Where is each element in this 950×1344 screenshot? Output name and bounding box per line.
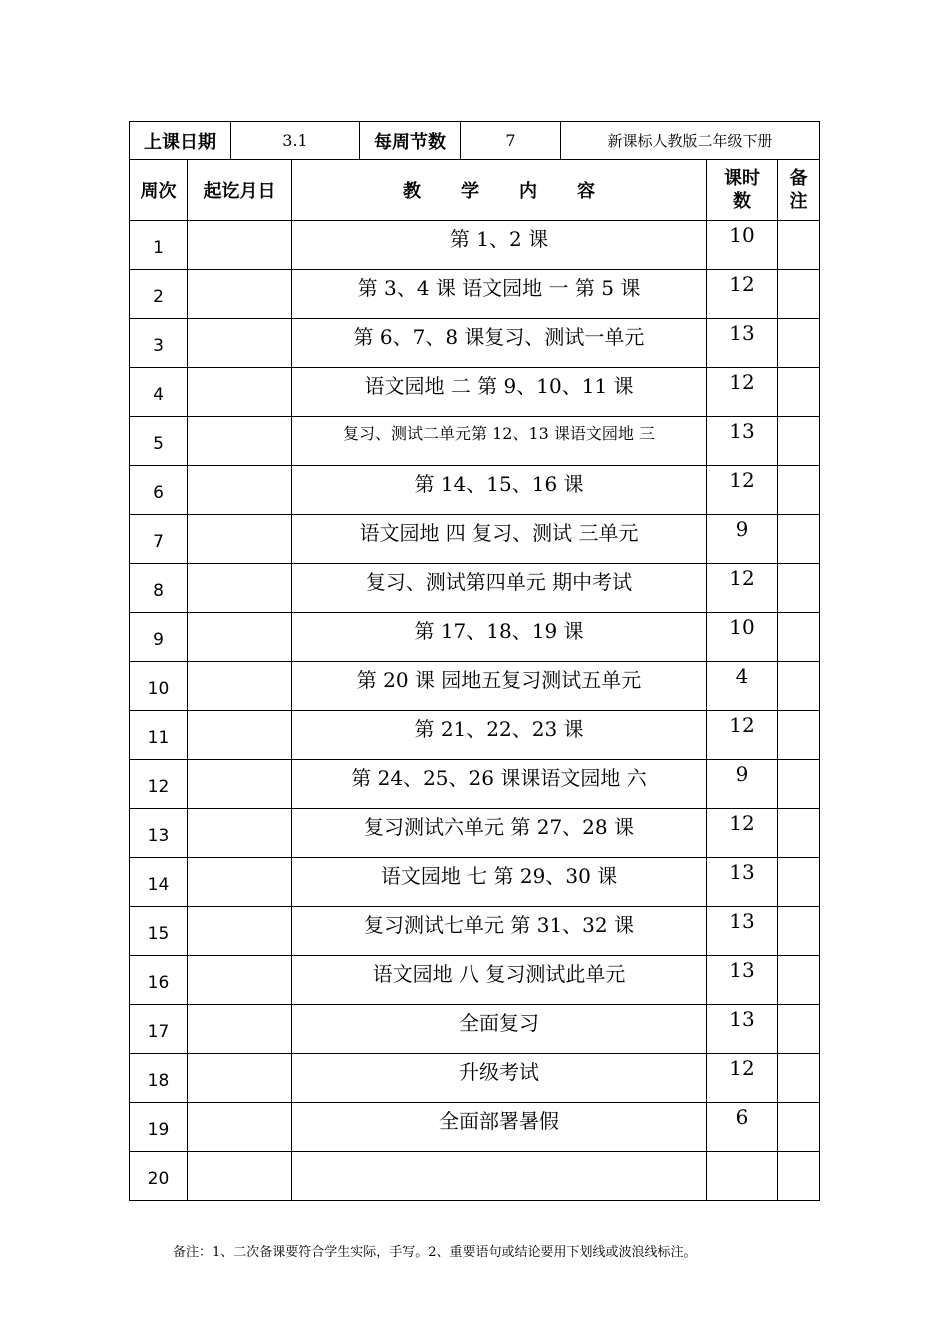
hours-cell: 9 (707, 515, 778, 564)
content-cell: 语文园地 七 第 29、30 课 (292, 858, 707, 907)
table-row (130, 466, 820, 515)
content-cell: 第 14、15、16 课 (292, 466, 707, 515)
content-cell: 第 3、4 课 语文园地 一 第 5 课 (292, 270, 707, 319)
week-cell: 4 (130, 368, 188, 417)
note-cell (778, 956, 820, 1005)
note-cell (778, 564, 820, 613)
hours-cell: 12 (707, 809, 778, 858)
table-row (130, 1054, 820, 1103)
column-header-hours-text: 课时 数 (724, 168, 760, 212)
dates-cell (188, 368, 292, 417)
week-cell: 16 (130, 956, 188, 1005)
dates-cell (188, 564, 292, 613)
week-cell: 2 (130, 270, 188, 319)
table-row (130, 809, 820, 858)
week-cell: 12 (130, 760, 188, 809)
table-row (130, 1103, 820, 1152)
dates-cell (188, 515, 292, 564)
hours-cell: 13 (707, 319, 778, 368)
content-cell: 复习、测试第四单元 期中考试 (292, 564, 707, 613)
week-cell: 14 (130, 858, 188, 907)
note-cell (778, 515, 820, 564)
footnote: 备注：1、二次备课要符合学生实际，手写。2、重要语句或结论要用下划线或波浪线标注。 (173, 1245, 697, 1260)
dates-cell (188, 760, 292, 809)
note-cell (778, 1103, 820, 1152)
hours-cell: 12 (707, 1054, 778, 1103)
dates-cell (188, 711, 292, 760)
column-header-content: 教学内容 (292, 160, 707, 221)
note-cell (778, 1054, 820, 1103)
note-cell (778, 858, 820, 907)
note-cell (778, 466, 820, 515)
content-cell: 全面复习 (292, 1005, 707, 1054)
content-cell: 升级考试 (292, 1054, 707, 1103)
note-cell (778, 221, 820, 270)
dates-cell (188, 858, 292, 907)
table-row (130, 515, 820, 564)
week-cell: 11 (130, 711, 188, 760)
table-row (130, 368, 820, 417)
hours-cell: 13 (707, 1005, 778, 1054)
dates-cell (188, 417, 292, 466)
note-cell (778, 270, 820, 319)
hours-cell: 4 (707, 662, 778, 711)
hours-cell: 10 (707, 221, 778, 270)
note-cell (778, 417, 820, 466)
content-cell: 第 1、2 课 (292, 221, 707, 270)
hours-cell: 13 (707, 907, 778, 956)
table-row (130, 564, 820, 613)
content-cell: 第 21、22、23 课 (292, 711, 707, 760)
column-header-note (778, 160, 820, 221)
table-row (130, 1152, 820, 1201)
week-cell: 17 (130, 1005, 188, 1054)
schedule-table (129, 159, 820, 1201)
textbook-name: 新课标人教版二年级下册 (561, 122, 820, 160)
date-value: 3.1 (231, 122, 360, 160)
column-header-note-text: 备 注 (789, 168, 808, 212)
content-cell: 复习测试六单元 第 27、28 课 (292, 809, 707, 858)
note-cell (778, 368, 820, 417)
dates-cell (188, 809, 292, 858)
dates-cell (188, 1054, 292, 1103)
column-header-week: 周次 (130, 160, 188, 221)
hours-cell: 12 (707, 711, 778, 760)
week-cell: 20 (130, 1152, 188, 1201)
table-row (130, 956, 820, 1005)
week-cell: 13 (130, 809, 188, 858)
dates-cell (188, 319, 292, 368)
note-cell (778, 662, 820, 711)
date-label: 上课日期 (130, 122, 231, 160)
table-row (130, 760, 820, 809)
table-row (130, 711, 820, 760)
table-row (130, 417, 820, 466)
hours-cell: 10 (707, 613, 778, 662)
content-cell: 第 6、7、8 课复习、测试一单元 (292, 319, 707, 368)
dates-cell (188, 221, 292, 270)
content-cell (292, 1152, 707, 1201)
week-cell: 8 (130, 564, 188, 613)
hours-cell: 6 (707, 1103, 778, 1152)
week-cell: 6 (130, 466, 188, 515)
hours-cell: 12 (707, 270, 778, 319)
note-cell (778, 1005, 820, 1054)
table-row (130, 319, 820, 368)
hours-cell: 9 (707, 760, 778, 809)
table-row (130, 270, 820, 319)
week-cell: 10 (130, 662, 188, 711)
week-cell: 7 (130, 515, 188, 564)
note-cell (778, 760, 820, 809)
week-cell: 5 (130, 417, 188, 466)
content-cell: 语文园地 八 复习测试此单元 (292, 956, 707, 1005)
content-cell: 第 17、18、19 课 (292, 613, 707, 662)
week-cell: 9 (130, 613, 188, 662)
dates-cell (188, 1103, 292, 1152)
note-cell (778, 613, 820, 662)
hours-cell: 12 (707, 564, 778, 613)
dates-cell (188, 662, 292, 711)
dates-cell (188, 907, 292, 956)
weekly-label: 每周节数 (360, 122, 461, 160)
week-cell: 18 (130, 1054, 188, 1103)
hours-cell: 12 (707, 368, 778, 417)
dates-cell (188, 270, 292, 319)
hours-cell: 13 (707, 858, 778, 907)
note-cell (778, 809, 820, 858)
week-cell: 19 (130, 1103, 188, 1152)
header-table (129, 121, 820, 160)
content-cell: 全面部署暑假 (292, 1103, 707, 1152)
table-row (130, 221, 820, 270)
note-cell (778, 1152, 820, 1201)
week-cell: 15 (130, 907, 188, 956)
week-cell: 1 (130, 221, 188, 270)
content-cell: 第 20 课 园地五复习测试五单元 (292, 662, 707, 711)
dates-cell (188, 1005, 292, 1054)
dates-cell (188, 956, 292, 1005)
table-row (130, 907, 820, 956)
hours-cell (707, 1152, 778, 1201)
note-cell (778, 711, 820, 760)
hours-cell: 12 (707, 466, 778, 515)
dates-cell (188, 613, 292, 662)
week-cell: 3 (130, 319, 188, 368)
table-row (130, 858, 820, 907)
column-header-dates: 起讫月日 (188, 160, 292, 221)
content-cell: 复习测试七单元 第 31、32 课 (292, 907, 707, 956)
content-cell: 语文园地 四 复习、测试 三单元 (292, 515, 707, 564)
note-cell (778, 319, 820, 368)
content-cell: 第 24、25、26 课课语文园地 六 (292, 760, 707, 809)
table-row (130, 1005, 820, 1054)
dates-cell (188, 1152, 292, 1201)
hours-cell: 13 (707, 417, 778, 466)
note-cell (778, 907, 820, 956)
dates-cell (188, 466, 292, 515)
table-row (130, 613, 820, 662)
column-header-hours (707, 160, 778, 221)
content-cell: 语文园地 二 第 9、10、11 课 (292, 368, 707, 417)
content-cell: 复习、测试二单元第 12、13 课语文园地 三 (292, 417, 707, 466)
hours-cell: 13 (707, 956, 778, 1005)
weekly-value: 7 (461, 122, 561, 160)
table-row (130, 662, 820, 711)
